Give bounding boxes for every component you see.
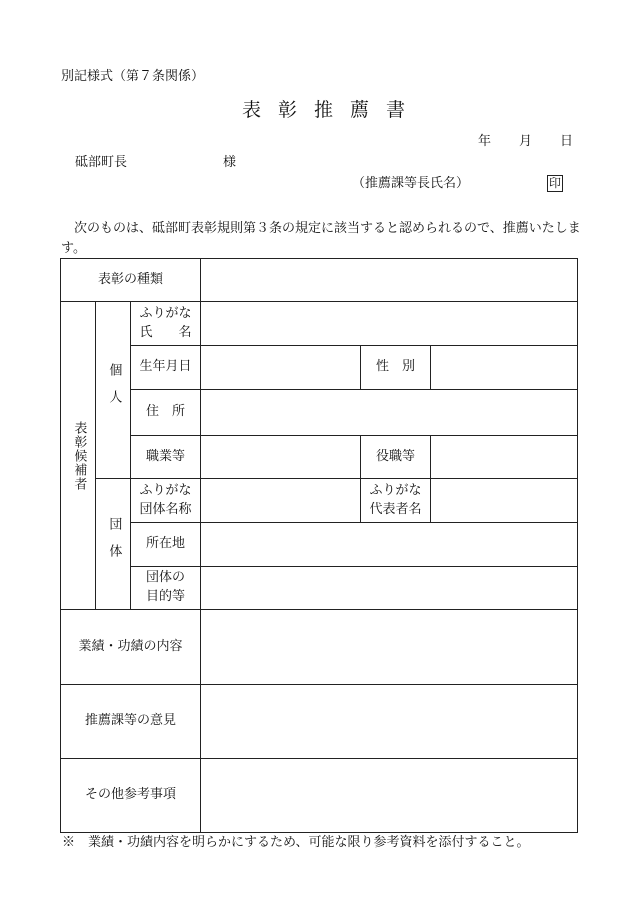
addressee: 砥部町長 [75, 155, 128, 170]
group-label [96, 479, 130, 609]
group-label-text: 団体 [106, 517, 122, 571]
individual-label-text: 個人 [106, 363, 122, 417]
other-notes-label: その他参考事項 [84, 787, 176, 803]
name-label [131, 302, 200, 345]
candidate-label [61, 302, 95, 609]
date-year-label: 年 [478, 134, 492, 149]
award-type-label: 表彰の種類 [97, 271, 163, 287]
purpose-label-line2: 目的等 [145, 589, 185, 604]
form-label: 別記様式（第７条関係） [61, 69, 205, 84]
footnote: ※ 業績・功績内容を明らかにするため、可能な限り参考資料を添付すること。 [62, 835, 530, 850]
location-label: 所在地 [145, 536, 185, 552]
recommender-label: （推薦課等長氏名） [352, 176, 470, 191]
purpose-label [131, 567, 200, 609]
dept-opinion-label: 推薦課等の意見 [84, 713, 176, 729]
group-name-label-text: 団体名称 [139, 501, 192, 517]
rep-name-label-text: 代表者名 [369, 501, 422, 517]
gender-label: 性 別 [375, 359, 415, 375]
candidate-label-text: 表彰候補者 [71, 420, 87, 491]
achievements-label: 業績・功績の内容 [78, 638, 183, 654]
position-label: 役職等 [375, 448, 415, 464]
representative-label [361, 479, 430, 522]
name-label-text: 氏 名 [139, 324, 192, 340]
individual-label [96, 302, 130, 478]
body-text: 次のものは、砥部町表彰規則第３条の規定に該当すると認められるので、推薦いたします。 [61, 221, 581, 256]
group-furigana-label: ふりがな [139, 482, 192, 498]
group-name-label [131, 479, 200, 522]
rep-furigana-label: ふりがな [369, 482, 422, 498]
name-furigana-label: ふりがな [139, 305, 192, 321]
document-title: 表彰推薦書 [241, 99, 422, 121]
date-day-label: 日 [560, 134, 574, 149]
birthdate-label: 生年月日 [139, 359, 192, 375]
honorific: 様 [223, 155, 237, 170]
date-month-label: 月 [519, 134, 533, 149]
purpose-label-line1: 団体の [145, 570, 185, 586]
seal-mark: 印 [548, 176, 561, 190]
occupation-label: 職業等 [145, 448, 185, 464]
address-label: 住 所 [145, 404, 185, 420]
